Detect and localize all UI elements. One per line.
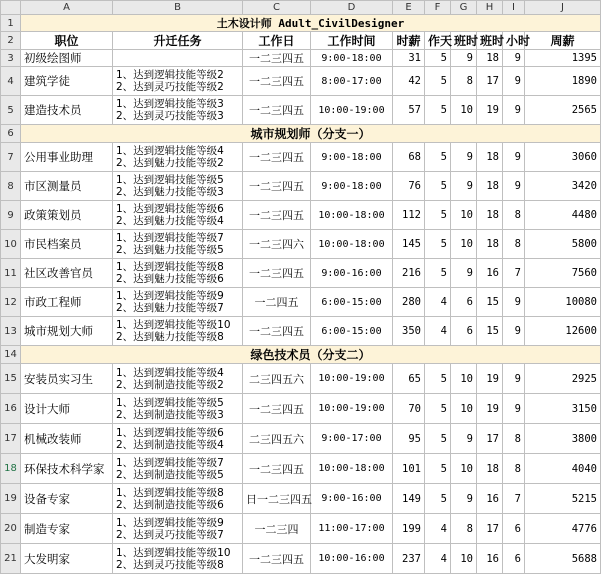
start-cell[interactable]: 8 xyxy=(451,514,477,544)
task-cell[interactable] xyxy=(113,230,243,259)
column-header[interactable]: C xyxy=(243,1,311,15)
task-cell[interactable] xyxy=(113,394,243,424)
header-cell-hours[interactable]: 小时 xyxy=(503,32,525,50)
task-cell[interactable] xyxy=(113,484,243,514)
section-title-cell[interactable]: 绿色技术员（分支二） xyxy=(21,346,601,364)
position-cell[interactable]: 机械改装师 xyxy=(21,424,113,454)
header-cell-hourly-wage[interactable]: 时薪 xyxy=(393,32,425,50)
end-cell[interactable]: 16 xyxy=(477,484,503,514)
position-cell[interactable]: 制造专家 xyxy=(21,514,113,544)
task-line-1: 1、达到逻辑技能等级9 xyxy=(116,290,224,302)
task-line-2: 2、达到制造技能等级5 xyxy=(116,468,224,481)
task-line-2: 2、达到灵巧技能等级8 xyxy=(116,558,224,571)
worktime-cell[interactable]: 10:00-19:00 xyxy=(311,96,393,125)
column-header[interactable]: D xyxy=(311,1,393,15)
start-cell[interactable]: 10 xyxy=(451,201,477,230)
start-cell[interactable]: 9 xyxy=(451,424,477,454)
start-cell[interactable]: 9 xyxy=(451,172,477,201)
row-number[interactable]: 19 xyxy=(1,484,21,514)
workdays-cell[interactable]: 一二三四六 xyxy=(243,230,311,259)
base-rows xyxy=(1,50,601,125)
worktime-cell[interactable]: 8:00-17:00 xyxy=(311,67,393,96)
column-header[interactable]: I xyxy=(503,1,525,15)
hourly-wage-cell[interactable]: 95 xyxy=(393,424,425,454)
column-header[interactable]: A xyxy=(21,1,113,15)
task-line-2: 2、达到灵巧技能等级2 xyxy=(116,81,224,93)
position-cell[interactable]: 政策策划员 xyxy=(21,201,113,230)
start-cell[interactable]: 6 xyxy=(451,288,477,317)
end-cell[interactable]: 18 xyxy=(477,454,503,484)
column-header[interactable]: E xyxy=(393,1,425,15)
hours-cell[interactable]: 8 xyxy=(503,230,525,259)
table-row xyxy=(1,143,601,172)
worktime-cell[interactable]: 11:00-17:00 xyxy=(311,514,393,544)
worktime-cell[interactable]: 10:00-18:00 xyxy=(311,230,393,259)
task-line-1: 1、达到逻辑技能等级3 xyxy=(116,98,224,110)
row-number[interactable]: 17 xyxy=(1,424,21,454)
position-cell[interactable]: 社区改善官员 xyxy=(21,259,113,288)
hourly-wage-cell[interactable]: 70 xyxy=(393,394,425,424)
section-row xyxy=(1,125,601,143)
workdays-cell[interactable]: 一二三四五 xyxy=(243,50,311,67)
days-cell[interactable]: 5 xyxy=(425,50,451,67)
weekly-wage-cell[interactable]: 5688 xyxy=(525,544,601,574)
row-number[interactable]: 6 xyxy=(1,125,21,143)
task-line-1: 1、达到逻辑技能等级10 xyxy=(116,319,231,331)
task-line-2: 2、达到魅力技能等级7 xyxy=(116,302,224,314)
workdays-cell[interactable]: 一二三四五 xyxy=(243,143,311,172)
task-cell[interactable] xyxy=(113,364,243,394)
end-cell[interactable]: 15 xyxy=(477,317,503,346)
row-number[interactable]: 4 xyxy=(1,67,21,96)
position-cell[interactable]: 建筑学徒 xyxy=(21,67,113,96)
days-cell[interactable]: 5 xyxy=(425,484,451,514)
task-cell[interactable] xyxy=(113,50,243,67)
position-cell[interactable]: 市政工程师 xyxy=(21,288,113,317)
hourly-wage-cell[interactable]: 199 xyxy=(393,514,425,544)
workdays-cell[interactable]: 一二三四五 xyxy=(243,317,311,346)
weekly-wage-cell[interactable]: 4776 xyxy=(525,514,601,544)
weekly-wage-cell[interactable]: 2925 xyxy=(525,364,601,394)
row-number[interactable]: 20 xyxy=(1,514,21,544)
hourly-wage-cell[interactable]: 280 xyxy=(393,288,425,317)
table-row xyxy=(1,259,601,288)
task-line-1: 1、达到逻辑技能等级6 xyxy=(116,203,224,215)
days-cell[interactable]: 4 xyxy=(425,317,451,346)
start-cell[interactable]: 10 xyxy=(451,454,477,484)
end-cell[interactable]: 17 xyxy=(477,514,503,544)
hours-cell[interactable]: 9 xyxy=(503,172,525,201)
hours-cell[interactable]: 9 xyxy=(503,364,525,394)
worktime-cell[interactable]: 6:00-15:00 xyxy=(311,317,393,346)
hours-cell[interactable]: 7 xyxy=(503,259,525,288)
weekly-wage-cell[interactable]: 1890 xyxy=(525,67,601,96)
table-row xyxy=(1,424,601,454)
task-line-1: 1、达到逻辑技能等级7 xyxy=(116,456,224,469)
start-cell[interactable]: 9 xyxy=(451,259,477,288)
end-cell[interactable]: 18 xyxy=(477,50,503,67)
header-cell-weekly-wage[interactable]: 周薪 xyxy=(525,32,601,50)
task-line-2: 2、达到灵巧技能等级7 xyxy=(116,528,224,541)
column-header[interactable]: H xyxy=(477,1,503,15)
start-cell[interactable]: 10 xyxy=(451,544,477,574)
task-line-2: 2、达到魅力技能等级5 xyxy=(116,244,224,256)
task-line-2: 2、达到魅力技能等级4 xyxy=(116,215,224,227)
column-header[interactable]: B xyxy=(113,1,243,15)
worktime-cell[interactable]: 9:00-18:00 xyxy=(311,172,393,201)
task-cell[interactable] xyxy=(113,424,243,454)
task-cell[interactable] xyxy=(113,544,243,574)
days-cell[interactable]: 5 xyxy=(425,230,451,259)
task-line-2: 2、达到制造技能等级2 xyxy=(116,378,224,391)
task-line-1: 1、达到逻辑技能等级4 xyxy=(116,366,224,379)
weekly-wage-cell[interactable]: 4040 xyxy=(525,454,601,484)
task-cell[interactable] xyxy=(113,96,243,125)
start-cell[interactable]: 10 xyxy=(451,394,477,424)
hourly-wage-cell[interactable]: 149 xyxy=(393,484,425,514)
row-number[interactable]: 12 xyxy=(1,288,21,317)
select-all-corner[interactable] xyxy=(1,1,21,15)
hourly-wage-cell[interactable]: 42 xyxy=(393,67,425,96)
end-cell[interactable]: 18 xyxy=(477,143,503,172)
row-number[interactable]: 5 xyxy=(1,96,21,125)
position-cell[interactable]: 设备专家 xyxy=(21,484,113,514)
table-row xyxy=(1,317,601,346)
end-cell[interactable]: 15 xyxy=(477,288,503,317)
row-number[interactable]: 9 xyxy=(1,201,21,230)
task-line-1: 1、达到逻辑技能等级2 xyxy=(116,69,224,81)
row-number[interactable]: 3 xyxy=(1,50,21,67)
weekly-wage-cell[interactable]: 3150 xyxy=(525,394,601,424)
branch-one-rows xyxy=(1,143,601,346)
hours-cell[interactable]: 9 xyxy=(503,96,525,125)
task-cell[interactable] xyxy=(113,67,243,96)
task-line-1: 1、达到逻辑技能等级10 xyxy=(116,546,231,559)
column-header[interactable]: G xyxy=(451,1,477,15)
hours-cell[interactable]: 9 xyxy=(503,143,525,172)
task-cell[interactable] xyxy=(113,172,243,201)
row-number[interactable]: 2 xyxy=(1,32,21,50)
hours-cell[interactable]: 9 xyxy=(503,50,525,67)
header-cell-worktime[interactable]: 工作时间 xyxy=(311,32,393,50)
table-row xyxy=(1,544,601,574)
hourly-wage-cell[interactable]: 65 xyxy=(393,364,425,394)
position-cell[interactable]: 安装员实习生 xyxy=(21,364,113,394)
header-cell-workdays[interactable]: 工作日 xyxy=(243,32,311,50)
table-row xyxy=(1,514,601,544)
table-row xyxy=(1,230,601,259)
task-line-2: 2、达到魅力技能等级2 xyxy=(116,157,224,169)
column-header-row xyxy=(1,1,601,15)
end-cell[interactable]: 16 xyxy=(477,259,503,288)
worktime-cell[interactable]: 10:00-19:00 xyxy=(311,394,393,424)
task-line-2: 2、达到魅力技能等级8 xyxy=(116,331,224,343)
weekly-wage-cell[interactable]: 5215 xyxy=(525,484,601,514)
hourly-wage-cell[interactable]: 68 xyxy=(393,143,425,172)
workdays-cell[interactable]: 一二三四 xyxy=(243,514,311,544)
hourly-wage-cell[interactable]: 350 xyxy=(393,317,425,346)
weekly-wage-cell[interactable]: 3420 xyxy=(525,172,601,201)
table-row xyxy=(1,96,601,125)
days-cell[interactable]: 5 xyxy=(425,172,451,201)
worktime-cell[interactable]: 10:00-18:00 xyxy=(311,201,393,230)
weekly-wage-cell[interactable]: 2565 xyxy=(525,96,601,125)
row-number[interactable]: 7 xyxy=(1,143,21,172)
position-cell[interactable]: 设计大师 xyxy=(21,394,113,424)
table-row xyxy=(1,67,601,96)
days-cell[interactable]: 4 xyxy=(425,288,451,317)
start-cell[interactable]: 10 xyxy=(451,230,477,259)
sheet-title-cell[interactable]: 土木设计师 Adult_CivilDesigner xyxy=(21,15,601,32)
worktime-cell[interactable]: 10:00-18:00 xyxy=(311,454,393,484)
start-cell[interactable]: 6 xyxy=(451,317,477,346)
workdays-cell[interactable]: 一二三四五 xyxy=(243,96,311,125)
weekly-wage-cell[interactable]: 7560 xyxy=(525,259,601,288)
header-cell-end[interactable]: 班时 xyxy=(477,32,503,50)
start-cell[interactable]: 9 xyxy=(451,143,477,172)
end-cell[interactable]: 17 xyxy=(477,424,503,454)
hourly-wage-cell[interactable]: 101 xyxy=(393,454,425,484)
task-line-1: 1、达到逻辑技能等级4 xyxy=(116,145,224,157)
workdays-cell[interactable]: 一二三四五 xyxy=(243,394,311,424)
days-cell[interactable]: 5 xyxy=(425,424,451,454)
hourly-wage-cell[interactable]: 112 xyxy=(393,201,425,230)
workdays-cell[interactable]: 二三四五六 xyxy=(243,364,311,394)
section-title-cell[interactable]: 城市规划师（分支一） xyxy=(21,125,601,143)
task-line-1: 1、达到逻辑技能等级8 xyxy=(116,486,224,499)
days-cell[interactable]: 5 xyxy=(425,394,451,424)
task-line-1: 1、达到逻辑技能等级5 xyxy=(116,174,224,186)
header-cell-position[interactable]: 职位 xyxy=(21,32,113,50)
column-header[interactable]: F xyxy=(425,1,451,15)
task-line-2: 2、达到制造技能等级6 xyxy=(116,498,224,511)
title-row xyxy=(1,15,601,32)
hours-cell[interactable]: 9 xyxy=(503,288,525,317)
table-row xyxy=(1,394,601,424)
workdays-cell[interactable]: 一二三四五 xyxy=(243,259,311,288)
position-cell[interactable]: 公用事业助理 xyxy=(21,143,113,172)
weekly-wage-cell[interactable]: 1395 xyxy=(525,50,601,67)
task-line-2: 2、达到制造技能等级3 xyxy=(116,408,224,421)
hours-cell[interactable]: 9 xyxy=(503,394,525,424)
header-row xyxy=(1,32,601,50)
task-cell[interactable] xyxy=(113,514,243,544)
position-cell[interactable]: 大发明家 xyxy=(21,544,113,574)
end-cell[interactable]: 19 xyxy=(477,394,503,424)
table-row xyxy=(1,364,601,394)
task-cell[interactable] xyxy=(113,288,243,317)
row-number[interactable]: 1 xyxy=(1,15,21,32)
workdays-cell[interactable]: 二三四五六 xyxy=(243,424,311,454)
table-row xyxy=(1,50,601,67)
column-header[interactable]: J xyxy=(525,1,601,15)
task-line-1: 1、达到逻辑技能等级8 xyxy=(116,261,224,273)
weekly-wage-cell[interactable]: 5800 xyxy=(525,230,601,259)
task-line-1: 1、达到逻辑技能等级5 xyxy=(116,396,224,409)
task-line-1: 1、达到逻辑技能等级9 xyxy=(116,516,224,529)
task-cell[interactable] xyxy=(113,201,243,230)
hourly-wage-cell[interactable]: 76 xyxy=(393,172,425,201)
hours-cell[interactable]: 6 xyxy=(503,544,525,574)
table-row xyxy=(1,172,601,201)
days-cell[interactable]: 5 xyxy=(425,67,451,96)
days-cell[interactable]: 5 xyxy=(425,454,451,484)
table-row xyxy=(1,201,601,230)
days-cell[interactable]: 5 xyxy=(425,201,451,230)
start-cell[interactable]: 8 xyxy=(451,67,477,96)
weekly-wage-cell[interactable]: 4480 xyxy=(525,201,601,230)
row-number[interactable]: 16 xyxy=(1,394,21,424)
workdays-cell[interactable]: 一二三四五 xyxy=(243,172,311,201)
section-row xyxy=(1,346,601,364)
position-cell[interactable]: 城市规划大师 xyxy=(21,317,113,346)
end-cell[interactable]: 18 xyxy=(477,201,503,230)
worktime-cell[interactable]: 9:00-18:00 xyxy=(311,143,393,172)
table-row xyxy=(1,484,601,514)
task-cell[interactable] xyxy=(113,317,243,346)
task-line-1: 1、达到逻辑技能等级7 xyxy=(116,232,224,244)
start-cell[interactable]: 10 xyxy=(451,364,477,394)
row-number[interactable]: 18 xyxy=(1,454,21,484)
worktime-cell[interactable]: 10:00-16:00 xyxy=(311,544,393,574)
worktime-cell[interactable]: 9:00-17:00 xyxy=(311,424,393,454)
row-number[interactable]: 13 xyxy=(1,317,21,346)
hourly-wage-cell[interactable]: 31 xyxy=(393,50,425,67)
worktime-cell[interactable]: 9:00-18:00 xyxy=(311,50,393,67)
end-cell[interactable]: 18 xyxy=(477,230,503,259)
weekly-wage-cell[interactable]: 3060 xyxy=(525,143,601,172)
task-cell[interactable] xyxy=(113,259,243,288)
hours-cell[interactable]: 8 xyxy=(503,454,525,484)
days-cell[interactable]: 5 xyxy=(425,96,451,125)
hours-cell[interactable]: 9 xyxy=(503,317,525,346)
position-cell[interactable]: 初级绘图师 xyxy=(21,50,113,67)
task-cell[interactable] xyxy=(113,454,243,484)
workdays-cell[interactable]: 一二四五 xyxy=(243,288,311,317)
worktime-cell[interactable]: 6:00-15:00 xyxy=(311,288,393,317)
start-cell[interactable]: 9 xyxy=(451,484,477,514)
position-cell[interactable]: 市民档案员 xyxy=(21,230,113,259)
hours-cell[interactable]: 7 xyxy=(503,484,525,514)
weekly-wage-cell[interactable]: 3800 xyxy=(525,424,601,454)
position-cell[interactable]: 市区测量员 xyxy=(21,172,113,201)
workdays-cell[interactable]: 日一二三四五 xyxy=(243,484,311,514)
start-cell[interactable]: 10 xyxy=(451,96,477,125)
hours-cell[interactable]: 6 xyxy=(503,514,525,544)
days-cell[interactable]: 4 xyxy=(425,544,451,574)
hourly-wage-cell[interactable]: 145 xyxy=(393,230,425,259)
task-line-1: 1、达到逻辑技能等级6 xyxy=(116,426,224,439)
worktime-cell[interactable]: 10:00-19:00 xyxy=(311,364,393,394)
table-row xyxy=(1,454,601,484)
row-number[interactable]: 11 xyxy=(1,259,21,288)
workdays-cell[interactable]: 一二三四五 xyxy=(243,67,311,96)
worktime-cell[interactable]: 9:00-16:00 xyxy=(311,259,393,288)
start-cell[interactable]: 9 xyxy=(451,50,477,67)
workdays-cell[interactable]: 一二三四五 xyxy=(243,201,311,230)
workdays-cell[interactable]: 一二三四五 xyxy=(243,454,311,484)
row-number[interactable]: 14 xyxy=(1,346,21,364)
task-line-2: 2、达到制造技能等级4 xyxy=(116,438,224,451)
table-row xyxy=(1,288,601,317)
task-cell[interactable] xyxy=(113,143,243,172)
weekly-wage-cell[interactable]: 12600 xyxy=(525,317,601,346)
hours-cell[interactable]: 8 xyxy=(503,424,525,454)
task-line-2: 2、达到魅力技能等级6 xyxy=(116,273,224,285)
row-number[interactable]: 10 xyxy=(1,230,21,259)
hourly-wage-cell[interactable]: 216 xyxy=(393,259,425,288)
hours-cell[interactable]: 9 xyxy=(503,67,525,96)
hours-cell[interactable]: 8 xyxy=(503,201,525,230)
header-cell-start[interactable]: 班时 xyxy=(451,32,477,50)
row-number[interactable]: 8 xyxy=(1,172,21,201)
position-cell[interactable]: 建造技术员 xyxy=(21,96,113,125)
row-number[interactable]: 21 xyxy=(1,544,21,574)
worktime-cell[interactable]: 9:00-16:00 xyxy=(311,484,393,514)
branch-two-rows xyxy=(1,364,601,574)
task-line-2: 2、达到灵巧技能等级3 xyxy=(116,110,224,122)
hourly-wage-cell[interactable]: 57 xyxy=(393,96,425,125)
task-line-2: 2、达到魅力技能等级3 xyxy=(116,186,224,198)
end-cell[interactable]: 16 xyxy=(477,544,503,574)
hourly-wage-cell[interactable]: 237 xyxy=(393,544,425,574)
weekly-wage-cell[interactable]: 10080 xyxy=(525,288,601,317)
end-cell[interactable]: 19 xyxy=(477,364,503,394)
workdays-cell[interactable]: 一二三四五 xyxy=(243,544,311,574)
end-cell[interactable]: 19 xyxy=(477,96,503,125)
days-cell[interactable]: 5 xyxy=(425,364,451,394)
end-cell[interactable]: 18 xyxy=(477,172,503,201)
header-cell-task[interactable]: 升迁任务 xyxy=(113,32,243,50)
days-cell[interactable]: 5 xyxy=(425,259,451,288)
row-number[interactable]: 15 xyxy=(1,364,21,394)
header-cell-days[interactable]: 作天 xyxy=(425,32,451,50)
days-cell[interactable]: 5 xyxy=(425,143,451,172)
end-cell[interactable]: 17 xyxy=(477,67,503,96)
days-cell[interactable]: 4 xyxy=(425,514,451,544)
position-cell[interactable]: 环保技术科学家 xyxy=(21,454,113,484)
